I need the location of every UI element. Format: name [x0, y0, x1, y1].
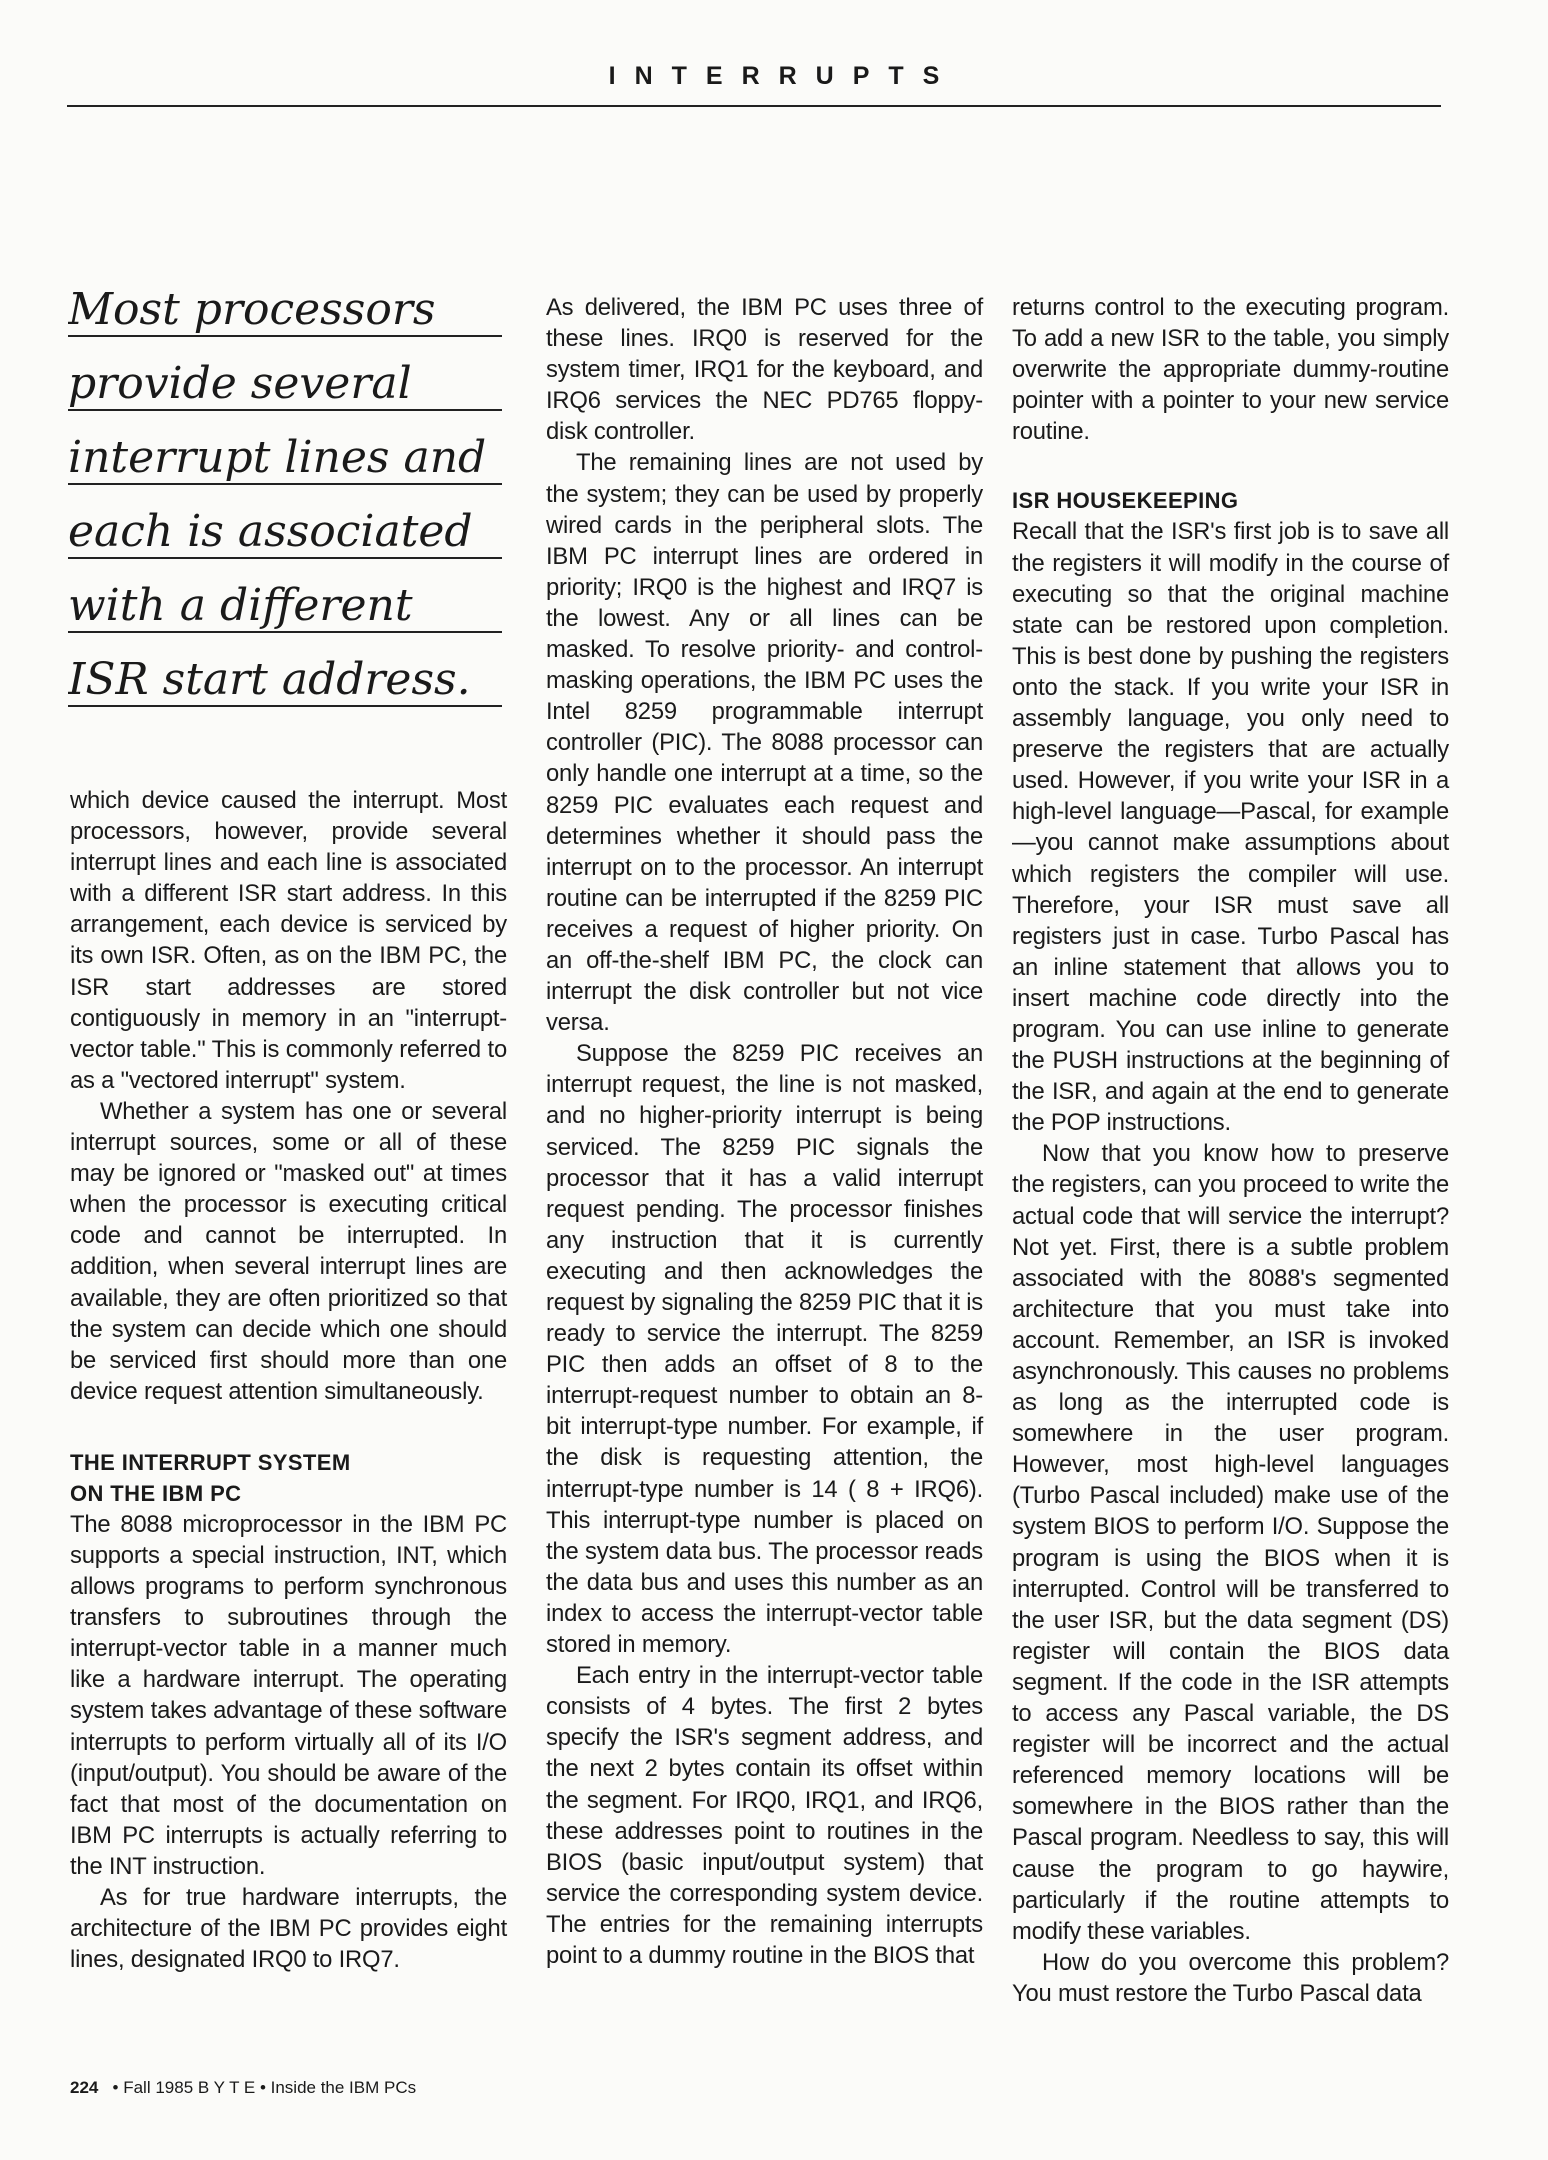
paragraph: Whether a system has one or several interrupt sources, some or all of these may be ignored or "masked out" at times when the processor is executing critical code and cannot be interrupted. In addition, when several interrupt lines are available, they are often prioritized so that the system can decide which one should be serviced first should more than one device request attention simultaneously.	[70, 1097, 507, 1405]
section-heading-cont: ON THE IBM PC	[70, 1480, 242, 1506]
running-header: INTERRUPTS	[608, 62, 959, 90]
paragraph: As delivered, the IBM PC uses three of these lines. IRQ0 is reserved for the system timer, IRQ1 for the keyboard, and IRQ6 services the NEC PD765 floppy-disk controller.	[546, 294, 983, 446]
paragraph: The 8088 microprocessor in the IBM PC supports a special instruction, INT, which allows programs to perform synchronous transfers to subroutines through the interrupt-vector table in a manner much like a hardware interrupt. The operating system takes advantage of these software interrupts to perform virtually all of its I/O (input/output). You should be aware of the fact that most of the documentation on IBM PC interrupts is actually referring to the INT instruction.	[70, 1510, 507, 1880]
paragraph: Suppose the 8259 PIC receives an interrupt request, the line is not masked, and no higher-priority interrupt is being serviced. The 8259 PIC signals the processor that it has a valid interrupt request pending. The processor finishes any instruction that it is currently executing and then acknowledges the request by signaling the 8259 PIC that it is ready to service the interrupt. The 8259 PIC then adds an offset of 8 to the interrupt-request number to obtain an 8-bit interrupt-type number. For example, if the disk is requesting attention, the interrupt-type number is 14 ( 8 + IRQ6). This interrupt-type number is placed on the system data bus. The processor reads the data bus and uses this number as an index to access the interrupt-vector table stored in memory.	[546, 1040, 983, 1659]
pull-quote-line: provide several	[68, 359, 502, 411]
paragraph: which device caused the interrupt. Most processors, however, provide several interrupt lines and each line is associated with a different ISR start address. In this arrangement, each device is serviced by its own ISR. Often, as on the IBM PC, the ISR start addresses are stored contiguously in memory in an "interrupt-vector table." This is commonly referred to as a "vectored interrupt" system.	[70, 787, 507, 1094]
pull-quote-line: Most processors	[68, 285, 502, 337]
section-heading: ISR HOUSEKEEPING	[1012, 488, 1239, 514]
pull-quote	[68, 285, 502, 729]
page-number: 224	[70, 2078, 99, 2097]
paragraph: Recall that the ISR's first job is to save all the registers it will modify in the course of executing so that the original machine state can be restored upon completion. This is best done by pushing the registers onto the stack. If you write your ISR in assembly language, you only need to preserve the registers that are actually used. However, if you write your ISR in a high-level language—Pascal, for example—you cannot make assumptions about which registers the compiler will use. Therefore, your ISR must save all registers just in case. Turbo Pascal has an inline statement that allows you to insert machine code directly into the program. You can use inline to generate the PUSH instructions at the beginning of the ISR, and again at the end to generate the POP instructions.	[1012, 518, 1449, 1137]
section-heading: THE INTERRUPT SYSTEM	[70, 1449, 351, 1475]
text-column-3	[1012, 292, 1449, 2009]
paragraph: Now that you know how to preserve the registers, can you proceed to write the actual code that will service the interrupt? Not yet. First, there is a subtle problem associated with the 8088's segmented architecture that you must take into account. Remember, an ISR is invoked asynchronously. This causes no problems as long as the interrupted code is somewhere in the user program. However, most high-level languages (Turbo Pascal included) make use of the system BIOS to perform I/O. Suppose the program is using the BIOS when it is interrupted. Control will be transferred to the user ISR, but the data segment (DS) register will contain the BIOS data segment. If the code in the ISR attempts to access any Pascal variable, the DS register will be incorrect and the actual referenced memory locations will be somewhere in the BIOS rather than the Pascal program. Needless to say, this will cause the program to go haywire, particularly if the routine attempts to modify these variables.	[1012, 1140, 1449, 1945]
paragraph: returns control to the executing program. To add a new ISR to the table, you simply overwrite the appropriate dummy-routine pointer with a pointer to your new service routine.	[1012, 294, 1449, 446]
paragraph: The remaining lines are not used by the system; they can be used by properly wired cards in the peripheral slots. The IBM PC interrupt lines are ordered in priority; IRQ0 is the highest and IRQ7 is the lowest. Any or all lines can be masked. To resolve priority- and control-masking operations, the IBM PC uses the Intel 8259 programmable interrupt controller (PIC). The 8088 processor can only handle one interrupt at a time, so the 8259 PIC evaluates each request and determines whether it should pass the interrupt on to the processor. An interrupt routine can be interrupted if the 8259 PIC receives a request of higher priority. On an off-the-shelf IBM PC, the clock can interrupt the disk controller but not vice versa.	[546, 449, 983, 1037]
paragraph: How do you overcome this problem? You must restore the Turbo Pascal data	[1012, 1948, 1449, 2007]
pull-quote-line: ISR start address.	[68, 655, 502, 707]
page-footer	[70, 2078, 416, 2098]
text-column-1	[70, 785, 507, 1975]
paragraph: Each entry in the interrupt-vector table consists of 4 bytes. The first 2 bytes specify the ISR's segment address, and the next 2 bytes contain its offset within the segment. For IRQ0, IRQ1, and IRQ6, these addresses point to routines in the BIOS (basic input/output system) that service the corresponding system device. The entries for the remaining interrupts point to a dummy routine in the BIOS that	[546, 1662, 983, 1969]
paragraph: As for true hardware interrupts, the architecture of the IBM PC provides eight lines, designated IRQ0 to IRQ7.	[70, 1884, 507, 1974]
pull-quote-line: each is associated	[68, 507, 502, 559]
pull-quote-line: interrupt lines and	[68, 433, 502, 485]
text-column-2	[546, 292, 983, 1971]
pull-quote-line: with a different	[68, 581, 502, 633]
issue-line: • Fall 1985 B Y T E • Inside the IBM PCs	[112, 2078, 417, 2097]
header-rule	[67, 105, 1441, 107]
